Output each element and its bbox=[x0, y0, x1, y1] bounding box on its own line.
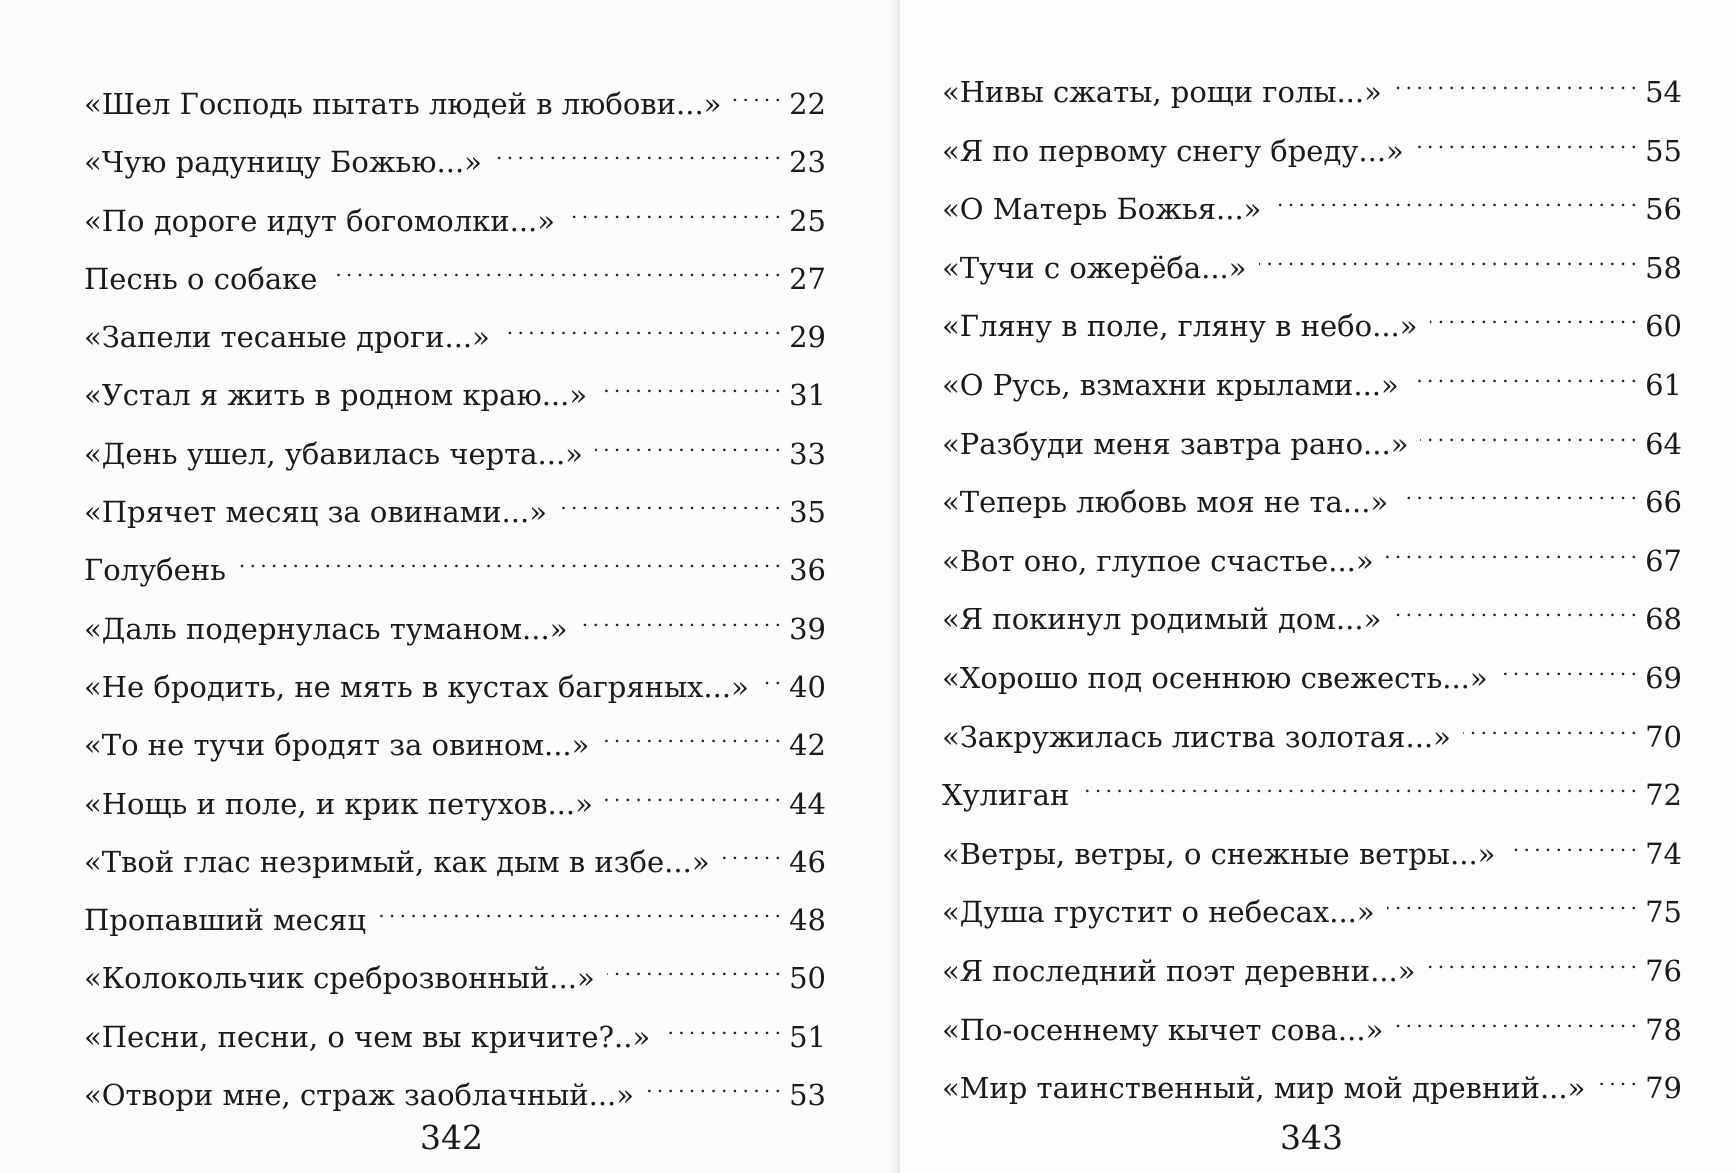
toc-entry-page: 29 bbox=[789, 320, 826, 355]
toc-entry bbox=[84, 249, 826, 307]
dot-leader bbox=[1387, 882, 1636, 922]
toc-entry bbox=[942, 531, 1682, 590]
toc-entry-title: «Отвори мне, страж заоблачный...» bbox=[84, 1078, 635, 1113]
page-number-right: 343 bbox=[1280, 1118, 1343, 1157]
dot-leader bbox=[1500, 648, 1636, 688]
dot-leader bbox=[1597, 1058, 1636, 1098]
dot-leader bbox=[378, 890, 780, 930]
dot-leader bbox=[1386, 531, 1636, 571]
toc-entry-title: «О Матерь Божья...» bbox=[942, 192, 1262, 227]
toc-entry-title: «Даль подернулась туманом...» bbox=[84, 611, 568, 646]
toc-entry bbox=[942, 238, 1682, 297]
toc-entry-title: «Чую радуницу Божью...» bbox=[84, 145, 482, 180]
toc-entry bbox=[942, 824, 1682, 883]
toc-entry-title: «Я последний поэт деревни...» bbox=[942, 953, 1416, 988]
toc-entry-page: 58 bbox=[1645, 250, 1682, 285]
toc-entry bbox=[942, 707, 1682, 766]
toc-entry bbox=[942, 648, 1682, 707]
dot-leader bbox=[567, 191, 780, 231]
toc-entry-title: «Колокольчик среброзвонный...» bbox=[84, 961, 595, 996]
toc-entry-page: 79 bbox=[1645, 1071, 1682, 1106]
toc-entry-title: «Ветры, ветры, о снежные ветры...» bbox=[942, 836, 1496, 871]
dot-leader bbox=[1427, 941, 1636, 981]
toc-entry bbox=[942, 296, 1682, 355]
toc-entry-page: 25 bbox=[789, 203, 826, 238]
toc-entry-page: 76 bbox=[1645, 953, 1682, 988]
toc-entry bbox=[942, 1058, 1682, 1117]
toc-entry-title: «Мир таинственный, мир мой древний...» bbox=[942, 1071, 1586, 1106]
dot-leader bbox=[599, 365, 780, 405]
page-number-left: 342 bbox=[420, 1118, 483, 1157]
toc-entry-title: «Не бродить, не мять в кустах багряных...» bbox=[84, 669, 749, 704]
toc-entry-title: «По-осеннему кычет сова...» bbox=[942, 1012, 1384, 1047]
toc-entry-page: 69 bbox=[1645, 660, 1682, 695]
toc-entry bbox=[84, 774, 826, 832]
toc-entry-page: 67 bbox=[1645, 543, 1682, 578]
toc-entry-page: 42 bbox=[789, 728, 826, 763]
dot-leader bbox=[329, 249, 780, 289]
toc-entry-title: Пропавший месяц bbox=[84, 903, 366, 938]
toc-entry-title: «Устал я жить в родном краю...» bbox=[84, 378, 588, 413]
toc-entry bbox=[942, 589, 1682, 648]
dot-leader bbox=[646, 1065, 780, 1105]
toc-entry bbox=[942, 941, 1682, 1000]
dot-leader bbox=[1393, 589, 1636, 629]
toc-entry-page: 70 bbox=[1645, 719, 1682, 754]
toc-entry-title: Хулиган bbox=[942, 778, 1070, 813]
dot-leader bbox=[595, 424, 780, 464]
dot-leader bbox=[502, 307, 780, 347]
dot-leader bbox=[559, 482, 780, 522]
toc-entry-page: 78 bbox=[1645, 1012, 1682, 1047]
toc-entry-title: «Шел Господь пытать людей в любови...» bbox=[84, 87, 722, 121]
dot-leader bbox=[1420, 414, 1636, 454]
toc-entry-title: «Закружилась листва золотая...» bbox=[942, 719, 1451, 754]
toc-entry-page: 55 bbox=[1645, 133, 1682, 168]
toc-entry-page: 54 bbox=[1645, 75, 1682, 109]
dot-leader bbox=[1411, 355, 1636, 395]
dot-leader bbox=[761, 657, 780, 697]
dot-leader bbox=[607, 948, 780, 988]
toc-entry-page: 68 bbox=[1645, 602, 1682, 637]
toc-entry-title: Песнь о собаке bbox=[84, 261, 318, 296]
toc-entry-title: «Твой глас незримый, как дым в избе...» bbox=[84, 844, 710, 879]
toc-entry bbox=[942, 765, 1682, 824]
toc-entry-page: 40 bbox=[789, 669, 826, 704]
toc-entry-title: «То не тучи бродят за овином...» bbox=[84, 728, 590, 763]
toc-entry bbox=[942, 1000, 1682, 1059]
toc-entry bbox=[84, 715, 826, 773]
toc-entry bbox=[942, 62, 1682, 121]
toc-entry-page: 61 bbox=[1645, 367, 1682, 402]
toc-entry-title: «Я по первому снегу бреду...» bbox=[942, 133, 1404, 168]
toc-entry bbox=[84, 307, 826, 365]
toc-entry-title: «Нивы сжаты, рощи голы...» bbox=[942, 75, 1382, 109]
toc-entry-title: «День ушел, убавилась черта...» bbox=[84, 436, 583, 471]
toc-entry-title: «Вот оно, глупое счастье...» bbox=[942, 543, 1374, 578]
toc-entry-title: «Прячет месяц за овинами...» bbox=[84, 495, 547, 530]
toc-entry-page: 72 bbox=[1645, 778, 1682, 813]
toc-entry bbox=[84, 424, 826, 482]
toc-entry-page: 60 bbox=[1645, 309, 1682, 344]
toc-entry bbox=[84, 482, 826, 540]
toc-entry-page: 51 bbox=[789, 1019, 826, 1054]
dot-leader bbox=[494, 132, 780, 172]
dot-leader bbox=[1259, 238, 1637, 278]
toc-entry-page: 31 bbox=[789, 378, 826, 413]
dot-leader bbox=[1395, 1000, 1636, 1040]
dot-leader bbox=[605, 774, 780, 814]
toc-entry-page: 75 bbox=[1645, 895, 1682, 930]
dot-leader bbox=[601, 715, 780, 755]
toc-entry-title: «Запели тесаные дроги...» bbox=[84, 320, 490, 355]
toc-entry-page: 74 bbox=[1645, 836, 1682, 871]
toc-list-right bbox=[942, 62, 1682, 1117]
toc-entry-page: 48 bbox=[789, 903, 826, 938]
dot-leader bbox=[1394, 62, 1636, 102]
toc-entry bbox=[84, 832, 826, 890]
toc-entry-page: 22 bbox=[789, 87, 826, 121]
toc-entry-page: 33 bbox=[789, 436, 826, 471]
toc-entry-title: Голубень bbox=[84, 553, 226, 588]
dot-leader bbox=[1507, 824, 1636, 864]
toc-entry bbox=[942, 882, 1682, 941]
toc-entry-title: «По дороге идут богомолки...» bbox=[84, 203, 555, 238]
toc-entry bbox=[84, 540, 826, 598]
dot-leader bbox=[238, 540, 780, 580]
toc-entry bbox=[84, 657, 826, 715]
toc-entry-page: 53 bbox=[789, 1078, 826, 1113]
toc-entry-title: «Душа грустит о небесах...» bbox=[942, 895, 1375, 930]
dot-leader bbox=[1273, 179, 1636, 219]
dot-leader bbox=[579, 599, 780, 639]
toc-entry bbox=[942, 472, 1682, 531]
toc-entry-page: 66 bbox=[1645, 485, 1682, 520]
toc-entry-page: 56 bbox=[1645, 192, 1682, 227]
toc-entry-page: 39 bbox=[789, 611, 826, 646]
toc-entry-page: 50 bbox=[789, 961, 826, 996]
toc-entry-page: 36 bbox=[789, 553, 826, 588]
toc-entry bbox=[84, 132, 826, 190]
toc-entry bbox=[942, 414, 1682, 473]
toc-entry-title: «Теперь любовь моя не та...» bbox=[942, 485, 1389, 520]
toc-entry bbox=[84, 74, 826, 132]
toc-entry bbox=[84, 890, 826, 948]
right-page bbox=[900, 0, 1736, 1173]
toc-entry-page: 35 bbox=[789, 495, 826, 530]
dot-leader bbox=[662, 1007, 780, 1047]
toc-entry bbox=[942, 179, 1682, 238]
toc-entry bbox=[84, 1007, 826, 1065]
dot-leader bbox=[1416, 121, 1636, 161]
dot-leader bbox=[1081, 765, 1636, 805]
toc-entry-page: 44 bbox=[789, 786, 826, 821]
toc-entry bbox=[84, 1065, 826, 1123]
dot-leader bbox=[1430, 296, 1637, 336]
toc-entry bbox=[84, 365, 826, 423]
toc-entry-page: 64 bbox=[1645, 426, 1682, 461]
toc-entry-title: «Песни, песни, о чем вы кричите?..» bbox=[84, 1019, 651, 1054]
dot-leader bbox=[733, 74, 780, 114]
toc-list-left bbox=[84, 74, 826, 1123]
toc-entry bbox=[84, 191, 826, 249]
toc-entry-title: «Хорошо под осеннюю свежесть...» bbox=[942, 660, 1488, 695]
toc-entry bbox=[84, 948, 826, 1006]
toc-entry-title: «Я покинул родимый дом...» bbox=[942, 602, 1382, 637]
toc-entry-page: 27 bbox=[789, 261, 826, 296]
toc-entry-title: «Разбуди меня завтра рано...» bbox=[942, 426, 1409, 461]
toc-entry bbox=[942, 121, 1682, 180]
toc-entry-title: «Тучи с ожерёба...» bbox=[942, 250, 1247, 285]
dot-leader bbox=[1463, 707, 1636, 747]
toc-entry-page: 23 bbox=[789, 145, 826, 180]
dot-leader bbox=[722, 832, 780, 872]
toc-entry bbox=[84, 599, 826, 657]
toc-entry-page: 46 bbox=[789, 844, 826, 879]
toc-entry-title: «О Русь, взмахни крылами...» bbox=[942, 367, 1399, 402]
dot-leader bbox=[1400, 472, 1636, 512]
toc-entry-title: «Нощь и поле, и крик петухов...» bbox=[84, 786, 593, 821]
toc-entry bbox=[942, 355, 1682, 414]
toc-entry-title: «Гляну в поле, гляну в небо...» bbox=[942, 309, 1418, 344]
